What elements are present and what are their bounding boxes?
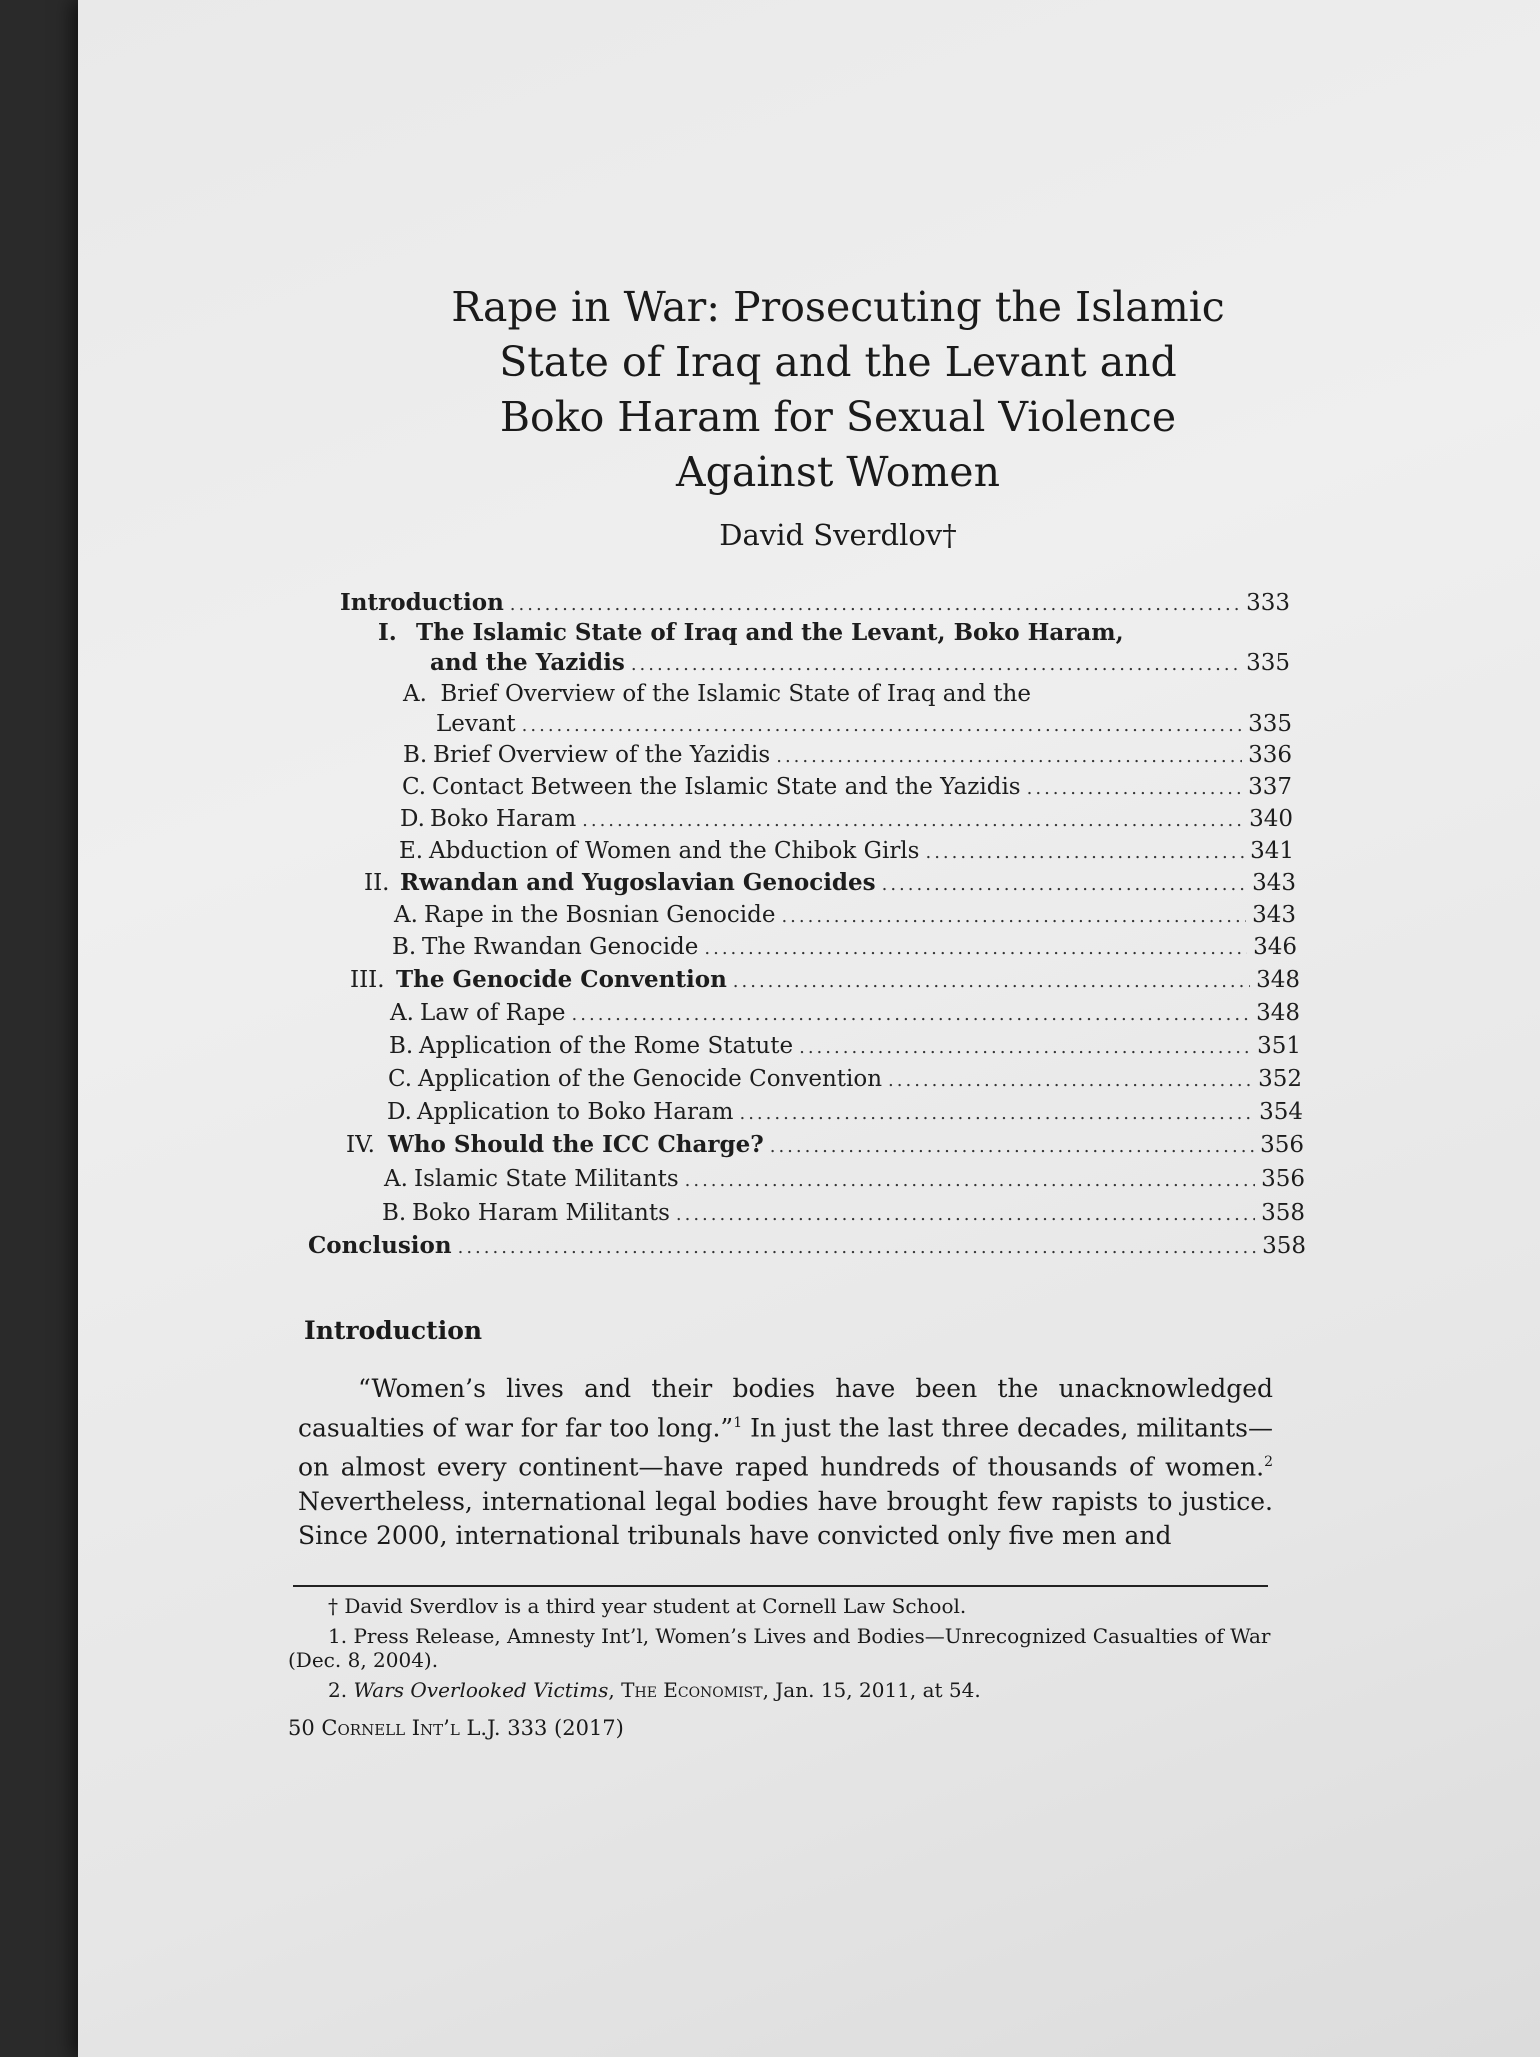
toc-page-number: 336 <box>1248 742 1292 768</box>
table-of-contents <box>78 588 1540 1278</box>
body-text-segment: In just the last three decades, militants—on almost every continent—have raped hundreds of thousands of women. <box>298 1413 1273 1482</box>
toc-leader-dots <box>572 1000 1250 1030</box>
toc-entry-section-4 <box>346 1130 1304 1162</box>
toc-entry-section-1e <box>399 836 1294 868</box>
toc-entry-number: D. <box>387 1099 412 1125</box>
introduction-paragraph <box>298 1372 1273 1553</box>
toc-entry-number: A. <box>394 902 418 928</box>
toc-entry-section-1a-line1 <box>403 679 1031 709</box>
toc-page-number: 343 <box>1252 870 1296 896</box>
toc-entry-text: Who Should the ICC Charge? <box>388 1131 764 1158</box>
toc-entry-section-1d <box>400 804 1293 836</box>
toc-entry-section-2 <box>364 868 1296 900</box>
toc-leader-dots <box>685 1166 1255 1196</box>
footnote-1 <box>288 1624 1278 1672</box>
toc-entry-number: C. <box>402 774 427 800</box>
toc-entry-text: Brief Overview of the Islamic State of Iraq and the <box>440 681 1031 707</box>
toc-entry-section-2a <box>394 900 1296 932</box>
toc-entry-conclusion <box>308 1231 1306 1263</box>
toc-entry-text: Boko Haram <box>430 806 577 832</box>
toc-entry-introduction <box>340 588 1290 620</box>
toc-entry-text: The Islamic State of Iraq and the Levant, Boko Haram, <box>416 619 1124 646</box>
footnote-2 <box>288 1678 1278 1702</box>
footnote-marker: † <box>328 1594 338 1618</box>
toc-leader-dots <box>770 1132 1254 1162</box>
body-text-segment: Nevertheless, international legal bodies have brought few rapists to justice. Since 2000, international tribunals have convicted only five men and <box>298 1486 1273 1550</box>
footnote-marker: 1. <box>328 1624 348 1648</box>
toc-entry-section-1-line1 <box>378 618 1124 648</box>
toc-entry-text: Law of Rape <box>420 1000 566 1026</box>
toc-entry-text: Application to Boko Haram <box>417 1099 734 1125</box>
footnote-marker: 2. <box>328 1678 348 1702</box>
footnote-text: Press Release, Amnesty Int’l, Women’s Lives and Bodies—Unrecognized Casualties of War (Dec. 8, 2004). <box>288 1624 1271 1672</box>
toc-entry-number: I. <box>378 619 397 646</box>
toc-entry-text: Levant <box>436 711 516 737</box>
toc-leader-dots <box>925 838 1244 868</box>
toc-entry-text: Conclusion <box>308 1232 452 1259</box>
toc-page-number: 348 <box>1256 967 1300 993</box>
citation-journal: Cornell Int’l L.J. <box>321 1716 501 1740</box>
toc-entry-section-4a <box>384 1164 1305 1196</box>
toc-entry-number: A. <box>390 1000 414 1026</box>
author-name: David Sverdlov† <box>719 518 957 552</box>
toc-leader-dots <box>704 934 1247 964</box>
toc-entry-section-3c <box>388 1064 1302 1096</box>
toc-entry-number: C. <box>388 1066 413 1092</box>
toc-entry-text: Rwandan and Yugoslavian Genocides <box>400 869 876 896</box>
toc-leader-dots <box>631 650 1240 680</box>
toc-leader-dots <box>781 902 1246 932</box>
footnote-dagger <box>288 1594 1278 1618</box>
toc-entry-section-3 <box>350 965 1300 997</box>
toc-leader-dots <box>1027 774 1242 804</box>
title-line: Boko Haram for Sexual Violence <box>499 393 1177 441</box>
toc-page-number: 341 <box>1250 838 1294 864</box>
toc-entry-section-1c <box>402 772 1292 804</box>
toc-page-number: 358 <box>1261 1200 1305 1226</box>
toc-leader-dots <box>799 1033 1251 1063</box>
body-text-segment: “Women’s lives and their bodies have been the unacknowledged casualties of war for far too long.” <box>298 1374 1273 1443</box>
toc-page-number: 358 <box>1262 1233 1306 1259</box>
toc-page-number: 346 <box>1253 934 1297 960</box>
toc-page-number: 340 <box>1249 806 1293 832</box>
toc-page-number: 333 <box>1246 590 1290 616</box>
toc-entry-number: B. <box>389 1033 414 1059</box>
toc-page-number: 335 <box>1248 711 1292 737</box>
toc-entry-section-4b <box>382 1198 1305 1230</box>
toc-page-number: 351 <box>1257 1033 1301 1059</box>
toc-entry-text: Application of the Rome Statute <box>419 1033 794 1059</box>
toc-leader-dots <box>510 590 1240 620</box>
toc-page-number: 354 <box>1259 1099 1303 1125</box>
toc-entry-text: Brief Overview of the Yazidis <box>433 742 771 768</box>
toc-leader-dots <box>733 967 1250 997</box>
footnote-text: David Sverdlov is a third year student at Cornell Law School. <box>344 1594 967 1618</box>
toc-page-number: 337 <box>1248 774 1292 800</box>
toc-entry-section-2b <box>392 932 1297 964</box>
toc-page-number: 356 <box>1260 1132 1304 1158</box>
toc-entry-number: E. <box>399 838 424 864</box>
footnote-journal: The Economist <box>621 1678 763 1702</box>
citation-page-year: 333 (2017) <box>507 1716 624 1740</box>
journal-citation <box>288 1716 1278 1740</box>
toc-entry-text: and the Yazidis <box>430 649 625 676</box>
footnote-ref: 1 <box>733 1415 743 1431</box>
toc-leader-dots <box>739 1099 1253 1129</box>
toc-entry-section-3d <box>387 1097 1303 1129</box>
document-page <box>78 0 1540 2057</box>
toc-entry-number: B. <box>392 934 417 960</box>
toc-entry-number: A. <box>403 681 427 707</box>
introduction-heading: Introduction <box>304 1316 483 1345</box>
toc-entry-section-1a <box>436 709 1292 741</box>
toc-page-number: 348 <box>1256 1000 1300 1026</box>
toc-entry-section-3a <box>390 998 1300 1030</box>
toc-entry-text: Boko Haram Militants <box>412 1200 670 1226</box>
toc-entry-text: Abduction of Women and the Chibok Girls <box>429 838 920 864</box>
toc-page-number: 356 <box>1261 1166 1305 1192</box>
toc-entry-text: The Genocide Convention <box>396 966 727 993</box>
toc-page-number: 335 <box>1246 650 1290 676</box>
toc-leader-dots <box>882 870 1246 900</box>
title-line: Rape in War: Prosecuting the Islamic <box>451 283 1225 331</box>
toc-entry-text: Contact Between the Islamic State and the Yazidis <box>432 774 1021 800</box>
toc-entry-text: The Rwandan Genocide <box>422 934 699 960</box>
title-line: Against Women <box>676 448 1000 496</box>
toc-entry-number: D. <box>400 806 425 832</box>
footnote-article-title: Wars Overlooked Victims <box>353 1678 609 1702</box>
footnote-divider <box>293 1585 1268 1587</box>
toc-entry-number: B. <box>403 742 428 768</box>
citation-volume: 50 <box>288 1716 315 1740</box>
toc-leader-dots <box>458 1233 1256 1263</box>
title-line: State of Iraq and the Levant and <box>499 338 1177 386</box>
toc-entry-number: B. <box>382 1200 407 1226</box>
toc-entry-text: Introduction <box>340 589 504 616</box>
toc-entry-section-1 <box>430 648 1290 680</box>
footnote-text: , Jan. 15, 2011, at 54. <box>762 1678 981 1702</box>
toc-page-number: 352 <box>1258 1066 1302 1092</box>
toc-entry-number: A. <box>384 1166 408 1192</box>
toc-leader-dots <box>776 742 1242 772</box>
toc-leader-dots <box>522 711 1242 741</box>
footnotes <box>288 1588 1278 1740</box>
toc-entry-section-1b <box>403 740 1292 772</box>
toc-page-number: 343 <box>1252 902 1296 928</box>
toc-entry-number: IV. <box>346 1132 375 1158</box>
toc-leader-dots <box>676 1200 1255 1230</box>
toc-entry-text: Rape in the Bosnian Genocide <box>424 902 776 928</box>
toc-entry-text: Islamic State Militants <box>414 1166 679 1192</box>
toc-entry-number: II. <box>364 870 390 896</box>
toc-entry-section-3b <box>389 1031 1301 1063</box>
toc-leader-dots <box>888 1066 1252 1096</box>
toc-leader-dots <box>582 806 1243 836</box>
toc-entry-text: Application of the Genocide Convention <box>418 1066 883 1092</box>
toc-entry-number: III. <box>350 967 385 993</box>
footnote-text: , <box>608 1678 615 1702</box>
footnote-ref: 2 <box>1264 1454 1273 1471</box>
article-title <box>358 280 1318 500</box>
